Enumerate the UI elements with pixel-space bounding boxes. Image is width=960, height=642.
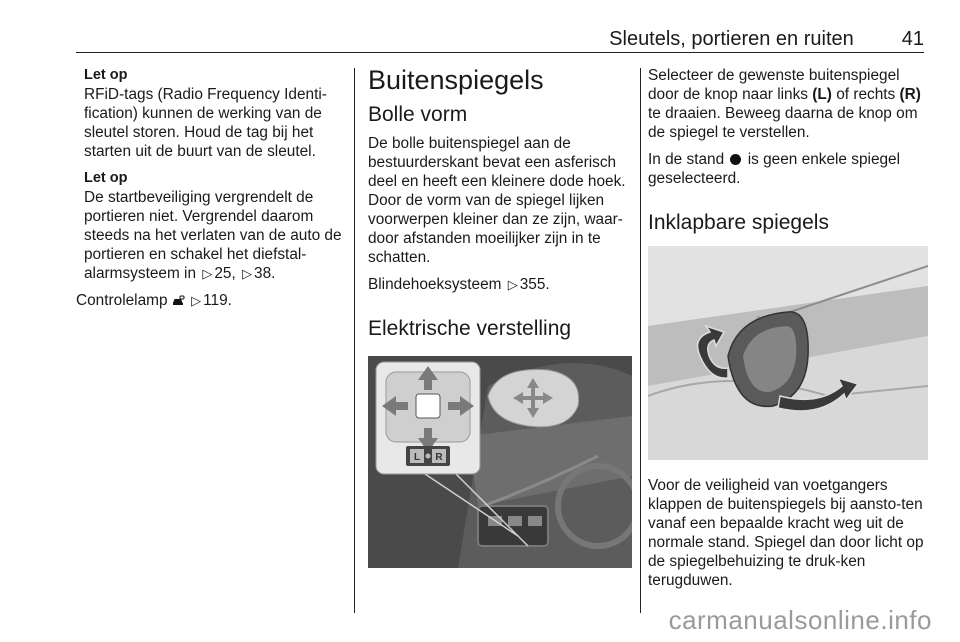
subheading-foldable: Inklapbare spiegels	[648, 211, 829, 234]
switch-left-label: L	[413, 452, 421, 463]
page-ref-link[interactable]: 355.	[519, 276, 550, 293]
column-divider-2	[640, 68, 641, 613]
convex-paragraph: De bolle buitenspiegel aan de bestuurderskant bevat een asferisch deel en heeft een kleinere dode hoek. Door de vorm van de spiegel lijken voorwerpen kleiner dan ze zijn, waar-door afstanden moeilijker zijn in te schatten.	[368, 135, 626, 266]
column-2	[368, 64, 632, 568]
section-heading: Buitenspiegels	[368, 65, 544, 95]
page-ref-link[interactable]: 119.	[203, 292, 232, 309]
page-ref-icon: ▷	[507, 277, 518, 292]
note-rfid	[76, 66, 346, 161]
page-ref-icon: ▷	[202, 266, 213, 281]
page-number: 41	[901, 28, 924, 50]
car-lock-icon	[172, 295, 185, 306]
subheading-convex: Bolle vorm	[368, 103, 468, 126]
column-divider-1	[354, 68, 355, 613]
note-title: Let op	[84, 67, 128, 83]
page-header	[76, 26, 924, 53]
mirror-switch-illustration	[368, 356, 632, 568]
column-1	[76, 66, 346, 318]
controle-text: Controlelamp	[76, 292, 168, 309]
page-ref-link[interactable]: 25,	[214, 265, 236, 282]
neutral-position-icon	[730, 154, 741, 165]
note-text: De startbeveiliging vergrendelt de portieren niet. Vergrendel daarom steeds na het verlaten van de auto de portieren en schakel het diefstal-alarmsysteem in	[84, 189, 342, 282]
switch-right-label: R	[435, 452, 443, 463]
select-mirror-paragraph: Selecteer de gewenste buitenspiegel door de knop naar links (L) of rechts (R) te draaien. Beweeg daarna de knop om de spiegel te verstellen.	[648, 67, 921, 141]
folding-mirror-illustration	[648, 246, 928, 460]
note-immobiliser	[76, 169, 346, 283]
page-ref-link[interactable]: 38.	[254, 265, 276, 282]
note-title: Let op	[84, 170, 128, 186]
neutral-position-paragraph: In de stand is geen enkele spiegel geselecteerd.	[648, 151, 901, 187]
page-ref-icon: ▷	[191, 293, 202, 308]
page-ref-icon: ▷	[242, 266, 253, 281]
pedestrian-safety-paragraph: Voor de veiligheid van voetgangers klappen de buitenspiegels bij aansto-ten vanaf een bepaalde kracht weg uit de normale stand. Spiegel dan door licht op de spiegelbehuizing te druk-ken terugduwen.	[648, 477, 924, 589]
header-title: Sleutels, portieren en ruiten	[609, 28, 854, 50]
note-text: RFiD-tags (Radio Frequency Identi-fication) kunnen de werking van de sleutel storen. Houd de tag bij het starten uit de buurt van de sleutel.	[84, 86, 327, 160]
blind-spot-text: Blindehoeksysteem	[368, 276, 502, 293]
controle-paragraph	[76, 291, 346, 310]
column-3	[648, 66, 930, 598]
subheading-electric: Elektrische verstelling	[368, 317, 572, 340]
watermark: carmanualsonline.info	[668, 605, 932, 635]
blind-spot-paragraph	[368, 275, 632, 294]
